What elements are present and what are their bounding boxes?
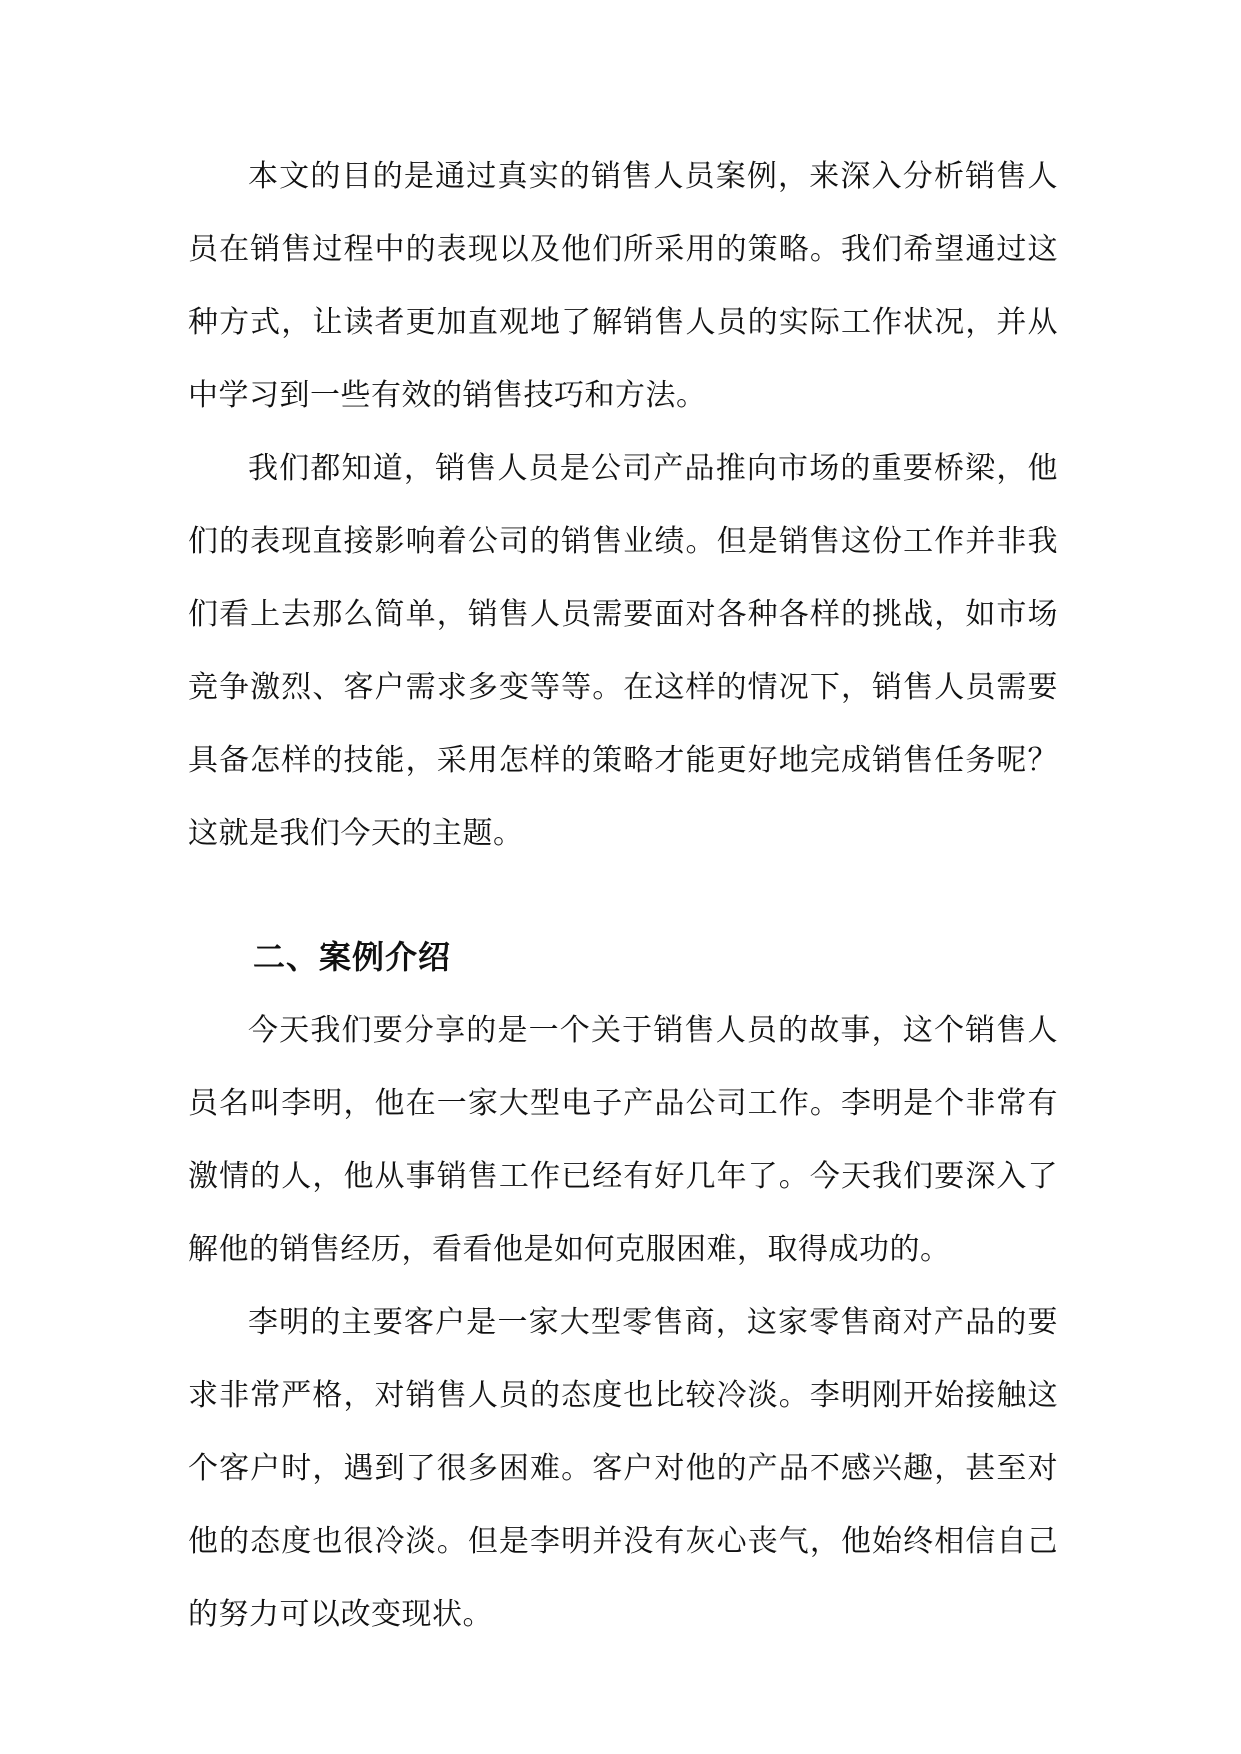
paragraph-case-story: 今天我们要分享的是一个关于销售人员的故事，这个销售人员名叫李明，他在一家大型电子产品公司工作。李明是个非常有激情的人，他从事销售工作已经有好几年了。今天我们要深入了解他的销售经历，看看他是如何克服困难，取得成功的。 [188, 1013, 1058, 1267]
paragraph-main-client: 李明的主要客户是一家大型零售商，这家零售商对产品的要求非常严格，对销售人员的态度也比较冷淡。李明刚开始接触这个客户时，遇到了很多困难。客户对他的产品不感兴趣，甚至对他的态度也很冷淡。但是李明并没有灰心丧气，他始终相信自己的努力可以改变现状。 [188, 1305, 1058, 1632]
paragraph-purpose: 本文的目的是通过真实的销售人员案例，来深入分析销售人员在销售过程中的表现以及他们所采用的策略。我们希望通过这种方式，让读者更加直观地了解销售人员的实际工作状况，并从中学习到一些有效的销售技巧和方法。 [188, 159, 1058, 413]
document-body [188, 140, 1058, 1651]
section-heading-case-intro: 二、案例介绍 [253, 938, 452, 976]
paragraph-importance: 我们都知道，销售人员是公司产品推向市场的重要桥梁，他们的表现直接影响着公司的销售业绩。但是销售这份工作并非我们看上去那么简单，销售人员需要面对各种各样的挑战，如市场竞争激烈、客户需求多变等等。在这样的情况下，销售人员需要具备怎样的技能，采用怎样的策略才能更好地完成销售任务呢？这就是我们今天的主题。 [188, 451, 1058, 851]
